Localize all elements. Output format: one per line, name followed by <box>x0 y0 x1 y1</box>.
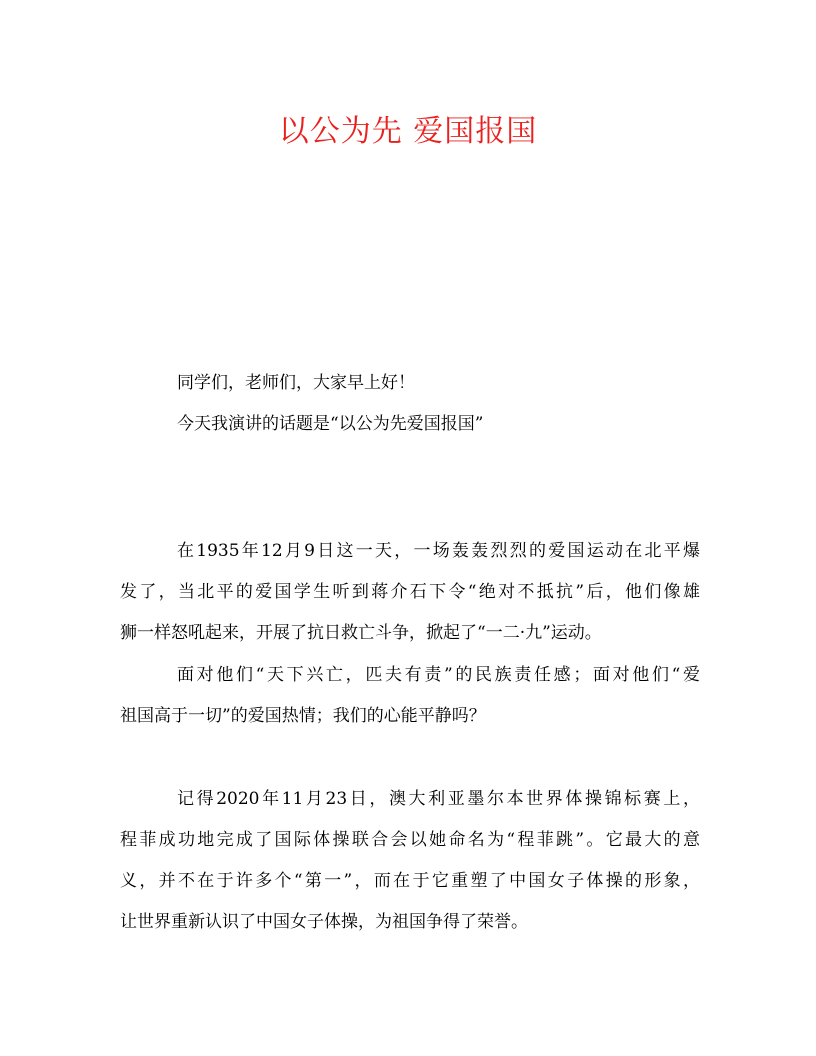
greeting-line: 同学们，老师们，大家早上好！ <box>177 373 415 393</box>
paragraph-1-line-1: 在1935年12月9日这一天，一场轰轰烈烈的爱国运动在北平爆 <box>177 541 700 561</box>
topic-line: 今天我演讲的话题是“以公为先爱国报国” <box>177 414 484 434</box>
paragraph-3-line-2: 程菲成功地完成了国际体操联合会以她命名为“程菲跳”。它最大的意 <box>120 830 700 850</box>
paragraph-3-line-3: 义，并不在于许多个“第一”，而在于它重塑了中国女子体操的形象， <box>120 871 700 891</box>
paragraph-3-line-4: 让世界重新认识了中国女子体操，为祖国争得了荣誉。 <box>120 912 528 932</box>
document-title: 以公为先 爱国报国 <box>278 114 538 149</box>
paragraph-1-line-2: 发了，当北平的爱国学生听到蒋介石下令“绝对不抵抗”后，他们像雄 <box>120 582 700 602</box>
paragraph-1-line-3: 狮一样怒吼起来，开展了抗日救亡斗争，掀起了“一二·九”运动。 <box>120 623 602 643</box>
paragraph-2-line-1: 面对他们“天下兴亡，匹夫有责”的民族责任感；面对他们“爱 <box>177 665 700 685</box>
paragraph-3-line-1: 记得2020年11月23日，澳大利亚墨尔本世界体操锦标赛上， <box>177 789 700 809</box>
paragraph-2-line-2: 祖国高于一切”的爱国热情；我们的心能平静吗？ <box>120 706 486 726</box>
